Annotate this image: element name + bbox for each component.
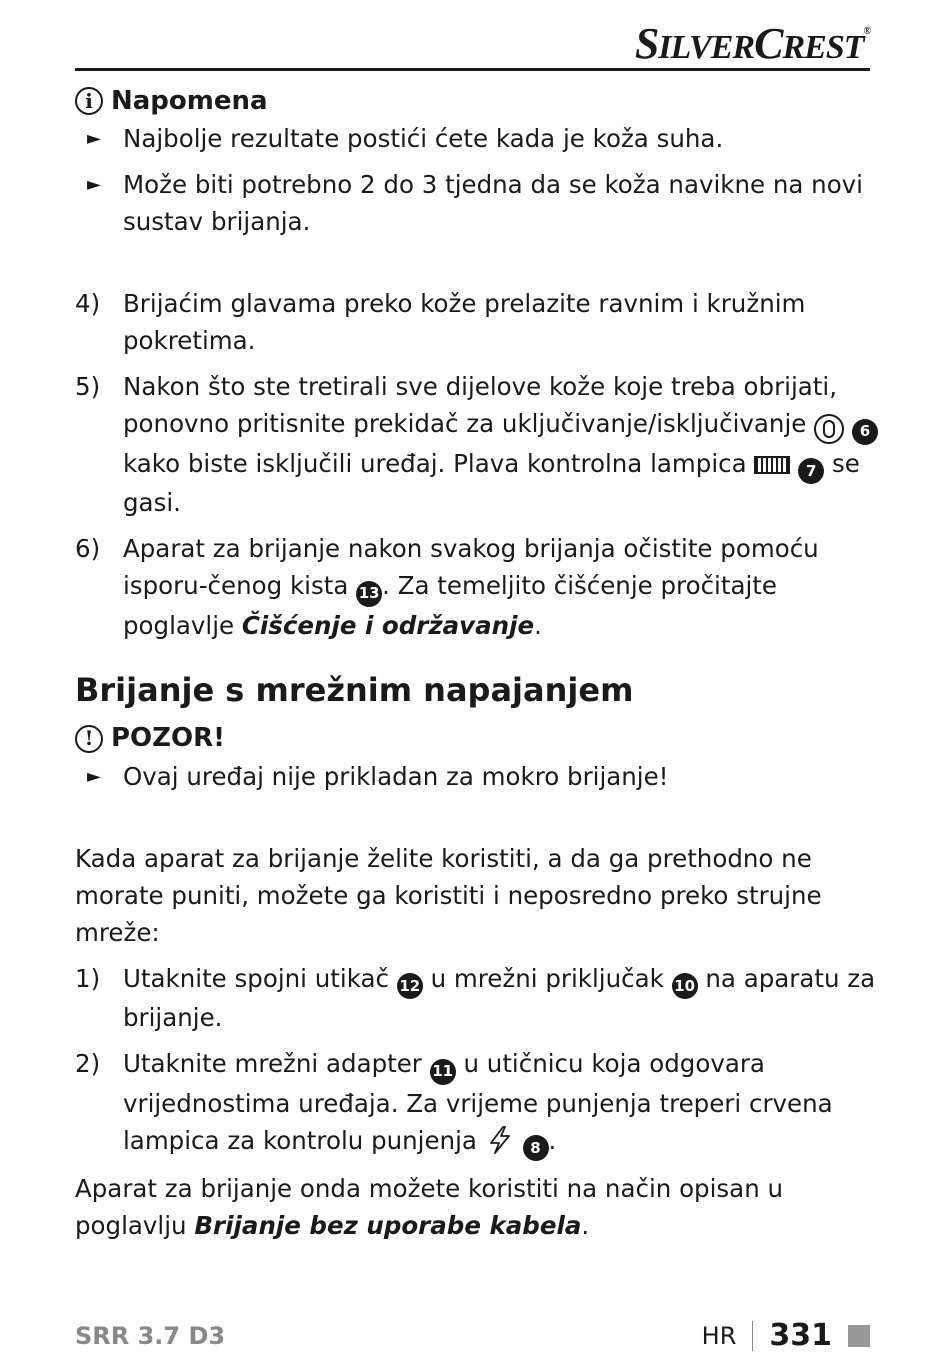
warning-title: POZOR! <box>111 723 225 753</box>
battery-icon <box>754 456 790 474</box>
model-number: SRR 3.7 D3 <box>75 1322 226 1350</box>
brand-logo: SILVERCREST® <box>634 19 870 68</box>
chapter-reference: Brijanje bez uporabe kabela <box>194 1211 582 1240</box>
page-number: 331 <box>769 1318 832 1353</box>
language-code: HR <box>701 1321 737 1350</box>
list-item: ► Može biti potrebno 2 do 3 tjedna da se koža navikne na novi sustav brijanja. <box>75 166 880 240</box>
ref-badge: 7 <box>798 458 824 484</box>
header-rule <box>75 68 870 71</box>
arrow-right-icon: ► <box>87 765 101 787</box>
arrow-right-icon: ► <box>87 174 101 195</box>
step-5: 5) Nakon što ste tretirali sve dijelove kože koje treba obrijati, ponovno pritisnite prekidač za uključivanje/isključivanje 6 kako biste isključili uređaj. Plava kontrolna lampica 7 se gasi. <box>75 368 880 521</box>
step-1: 1) Utaknite spojni utikač 12 u mrežni priključak 10 na aparatu za brijanje. <box>75 963 876 1032</box>
ref-badge: 10 <box>672 973 698 999</box>
arrow-right-icon: ► <box>87 128 101 149</box>
page-content <box>75 82 880 1244</box>
step-4: 4) Brijaćim glavama preko kože prelazite ravnim i kružnim pokretima. <box>75 289 806 355</box>
step-2: 2) Utaknite mrežni adapter 11 u utičnicu koja odgovara vrijednostima uređaja. Za vrijeme punjenja treperi crvena lampica za kontrolu punjenja 8 . <box>75 1045 880 1161</box>
exclamation-icon: ! <box>75 725 103 753</box>
ref-badge: 11 <box>430 1059 456 1085</box>
warning-heading <box>75 720 880 758</box>
square-marker-icon <box>848 1325 870 1347</box>
note-title: Napomena <box>111 85 268 116</box>
chapter-reference: Čišćenje i održavanje <box>241 610 535 640</box>
charging-bolt-icon <box>485 1125 515 1155</box>
info-icon: i <box>75 87 103 115</box>
list-item: ► Najbolje rezultate postići ćete kada je koža suha. <box>75 120 880 157</box>
power-switch-icon <box>814 414 844 444</box>
ref-badge: 6 <box>852 419 878 445</box>
ref-badge: 12 <box>397 973 423 999</box>
ref-badge: 13 <box>356 581 382 607</box>
page-footer <box>702 1318 870 1353</box>
list-item: ► Ovaj uređaj nije prikladan za mokro brijanje! <box>75 758 880 795</box>
intro-paragraph: Kada aparat za brijanje želite koristiti, a da ga prethodno ne morate puniti, možete ga koristiti i neposredno preko strujne mreže: <box>75 843 822 947</box>
step-6: 6) Aparat za brijanje nakon svakog brijanja očistite pomoću isporu-čenog kista 13 . Za temeljito čišćenje pročitajte poglavlje Čišćenje i održavanje. <box>75 534 819 640</box>
section-title: Brijanje s mrežnim napajanjem <box>75 670 634 709</box>
closing-paragraph: Aparat za brijanje onda možete koristiti na način opisan u poglavlju Brijanje bez uporabe kabela. <box>75 1174 784 1240</box>
note-heading <box>75 82 880 120</box>
footer-divider <box>752 1321 753 1351</box>
ref-badge: 8 <box>523 1135 549 1161</box>
